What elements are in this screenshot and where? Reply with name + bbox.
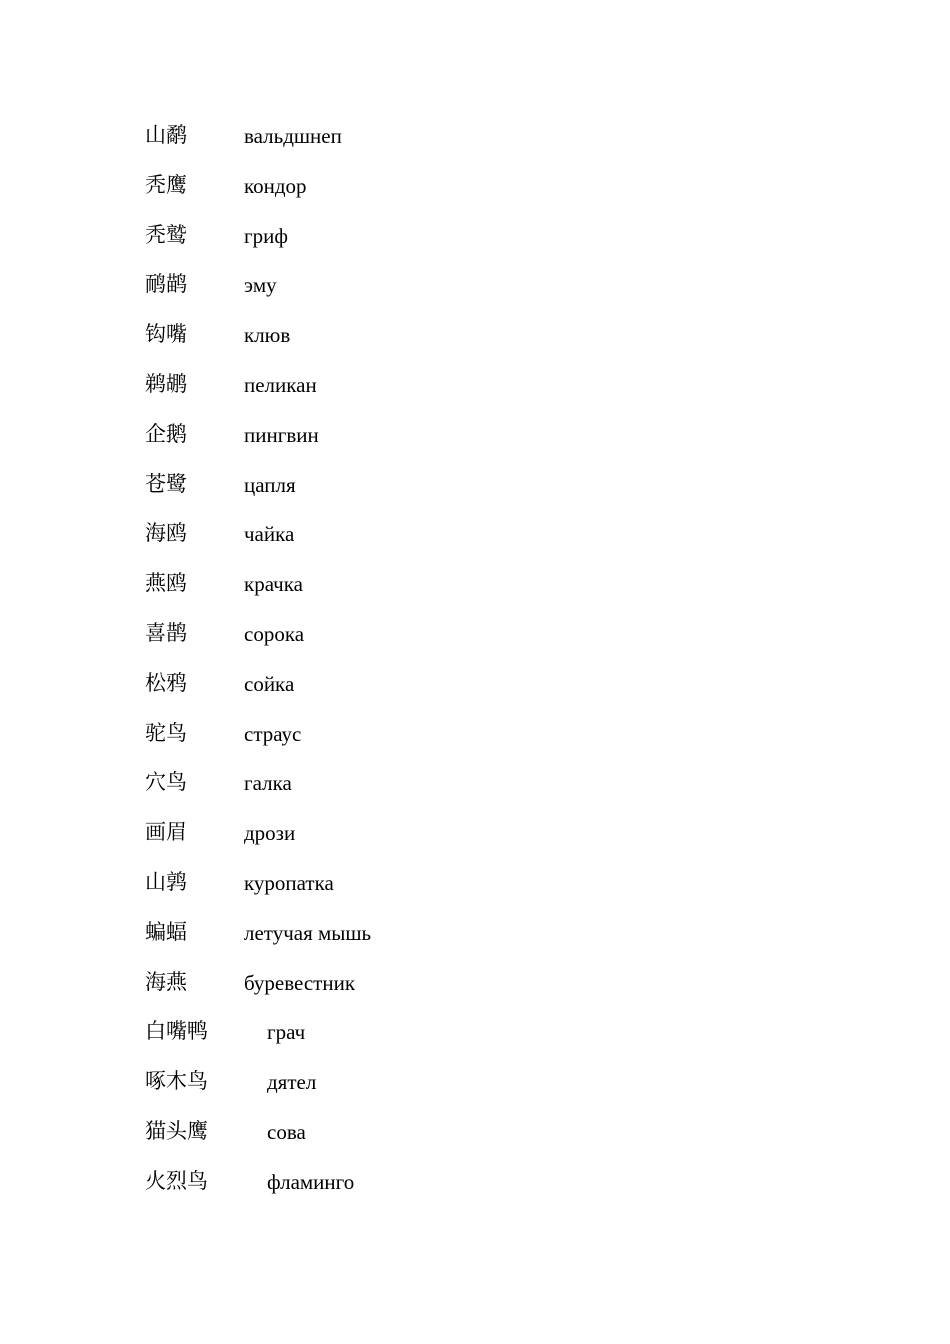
russian-word: цапля	[244, 472, 296, 497]
chinese-word: 海燕	[145, 969, 187, 994]
chinese-word: 松鸦	[145, 670, 187, 695]
chinese-word: 秃鹰	[145, 172, 187, 197]
chinese-word: 喜鹊	[145, 620, 187, 645]
chinese-word: 秃鹫	[145, 222, 187, 247]
russian-word: грач	[267, 1020, 306, 1045]
chinese-word: 驼鸟	[145, 720, 187, 745]
chinese-word: 山鹑	[145, 869, 187, 894]
chinese-word: 鹈鹕	[145, 371, 187, 396]
russian-word: летучая мышь	[244, 920, 372, 945]
chinese-word: 穴鸟	[145, 770, 187, 795]
russian-word: сорока	[244, 621, 305, 646]
russian-word: буревестник	[244, 970, 356, 995]
russian-word: пингвин	[244, 422, 319, 447]
russian-word: сойка	[244, 671, 295, 696]
russian-word: куропатка	[244, 870, 334, 895]
russian-word: сова	[267, 1119, 306, 1144]
chinese-word: 海鸥	[145, 521, 187, 546]
russian-word: чайка	[244, 522, 295, 547]
chinese-word: 蝙蝠	[145, 919, 187, 944]
chinese-word: 啄木鸟	[145, 1069, 208, 1094]
chinese-word: 钩嘴	[145, 322, 187, 347]
chinese-word: 白嘴鸭	[145, 1019, 208, 1044]
russian-word: страус	[244, 721, 302, 746]
russian-word: вальдшнеп	[244, 124, 342, 148]
chinese-word: 燕鸥	[145, 571, 187, 596]
chinese-word: 画眉	[145, 820, 187, 845]
chinese-word: 鸸鹋	[145, 272, 187, 297]
russian-word: гриф	[244, 223, 288, 248]
russian-word: кондор	[244, 173, 307, 198]
chinese-word: 火烈鸟	[145, 1168, 208, 1193]
russian-word: дятел	[267, 1070, 317, 1095]
russian-word: клюв	[244, 323, 291, 348]
russian-word: дрози	[244, 821, 296, 846]
russian-word: галка	[244, 771, 292, 796]
chinese-word: 猫头鹰	[145, 1118, 208, 1143]
chinese-word: 山鹬	[145, 123, 187, 147]
russian-word: крачка	[244, 572, 303, 597]
russian-word: пеликан	[244, 372, 317, 397]
chinese-word: 企鹅	[145, 421, 187, 446]
chinese-word: 苍鹭	[145, 471, 187, 496]
russian-word: фламинго	[267, 1169, 355, 1194]
russian-word: эму	[244, 273, 277, 298]
